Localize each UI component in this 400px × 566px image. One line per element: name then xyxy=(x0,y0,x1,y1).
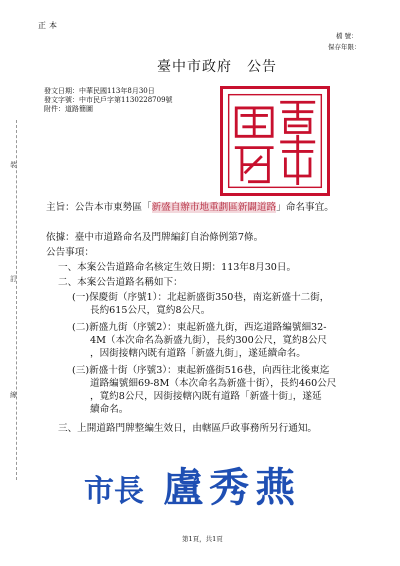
basis-text: 臺中市道路命名及門牌編釘自治條例第7條。 xyxy=(74,232,264,243)
meta-date-label: 發文日期： xyxy=(44,87,79,95)
page-footer: 第1頁，共1頁 xyxy=(182,535,223,543)
basis-label: 依據： xyxy=(46,232,75,243)
subitem-3-line-4: 續命名。 xyxy=(90,404,129,415)
subitem-2-line-1: (二)新盛九街（序號2）：東起新盛九街，西迄道路編號細32- xyxy=(72,322,327,333)
basis-paragraph xyxy=(46,231,376,244)
signature-title: 市長 xyxy=(84,474,144,509)
meta-docno-value: 中市民戶字第1130228709號 xyxy=(79,96,173,104)
retention-label: 保存年限： xyxy=(328,43,361,51)
meta-attachment-label: 附件： xyxy=(44,105,65,113)
items-label: 公告事項： xyxy=(46,247,94,258)
page-title: 臺中市政府 公告 xyxy=(157,59,277,75)
subitem-2-line-2: 4M（本次命名為新盛九街），長約300公尺，寬約8公尺 xyxy=(90,335,328,346)
subject-paragraph xyxy=(46,201,376,214)
copy-label: 正本 xyxy=(38,21,60,30)
subitem-2-line-3: ，因街接轄內既有道路「新盛九街」，遂延續命名。 xyxy=(90,348,306,359)
item-3: 三、上開道路門牌整編生效日，由轄區戶政事務所另行通知。 xyxy=(58,423,318,434)
meta-date-value: 中華民國113年8月30日 xyxy=(79,87,155,95)
subject-label: 主旨： xyxy=(46,202,75,213)
meta-attachment-value: 道路簡圖 xyxy=(65,105,93,113)
subitem-1-line-1: (一)保慶街（序號1）：北起新盛街350巷，南迄新盛十二街， xyxy=(72,292,330,303)
official-seal xyxy=(220,86,330,196)
file-number-label: 檔 號： xyxy=(336,32,358,40)
item-2: 二、本案公告道路名稱如下： xyxy=(58,277,183,288)
meta-docno-label: 發文字號： xyxy=(44,96,79,104)
subject-post: 」命名事宜。 xyxy=(276,202,334,213)
signature-name: 盧秀燕 xyxy=(163,464,302,511)
margin-mark-3: 線 xyxy=(10,391,17,399)
subject-pre: 公告本市東勢區「 xyxy=(74,202,152,213)
subitem-1-line-2: 長約615公尺，寬約8公尺。 xyxy=(90,305,211,316)
meta-attachment xyxy=(44,105,214,114)
subitem-3-line-2: 道路編號細69-8M（本次命名為新盛十街），長約460公尺 xyxy=(90,378,337,389)
subitem-3-line-3: ，寬約8公尺，因街接轄內既有道路「新盛十街」，遂延 xyxy=(90,391,322,402)
binding-line xyxy=(16,120,17,480)
item-1: 一、本案公告道路命名核定生效日期：113年8月30日。 xyxy=(58,262,297,273)
margin-mark-2: 訂 xyxy=(10,275,17,283)
meta-docno xyxy=(44,96,214,105)
meta-block xyxy=(44,87,214,114)
meta-date xyxy=(44,87,214,96)
subject-highlight: 新盛自辦市地重劃區新闢道路 xyxy=(151,202,277,213)
subitem-3-line-1: (三)新盛十街（序號3）：東起新盛街516巷，向西往北後東迄 xyxy=(72,365,330,376)
seal-graphic xyxy=(223,89,327,193)
margin-mark-1: 裝 xyxy=(10,161,17,169)
mayor-signature xyxy=(84,456,301,513)
